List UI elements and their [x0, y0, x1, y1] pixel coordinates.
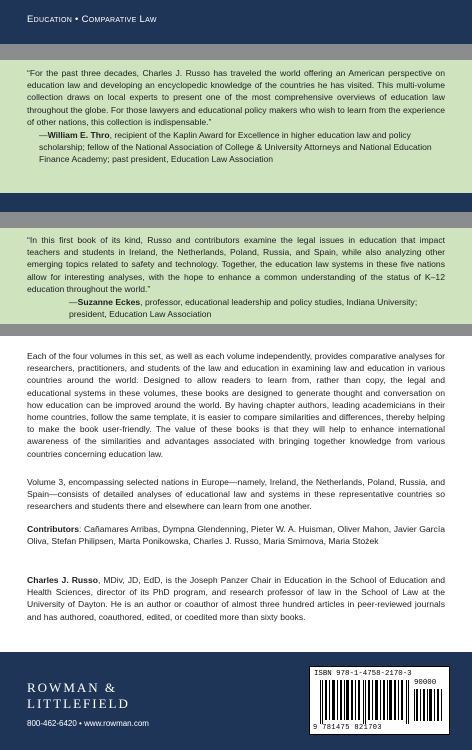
series-label: Education • Comparative Law	[27, 14, 157, 25]
price-code: 90000	[414, 679, 437, 687]
endorsement-quote-1	[27, 67, 445, 166]
gray-band-lower	[0, 324, 472, 336]
publisher-contact: 800-462-6420 • www.rowman.com	[27, 719, 149, 728]
quote-1-attribution	[39, 129, 445, 166]
volume-description	[27, 476, 445, 513]
description-paragraph-1: Each of the four volumes in this set, as well as each volume independently, provides comparative analyses for researchers, practitioners, and students of the law and education in examining law and education in various countries around the world. Designed to allow readers to learn from, rather than copy, the legal and educational systems in these volumes, these books are designed to generate thought and conversation on how education can be improved around the world. By having chapter authors, leading academicians in their home countries, follow the same template, it is easier to compare similarities and differences, thereby helping to make the book user-friendly. The value of these books is that they will help to enhance international awareness of the similarities and advantages associated with bringing together knowledge from various countries concerning education law.	[27, 351, 445, 459]
contributors-label: Contributors	[27, 524, 80, 534]
quote-1-credentials: , recipient of the Kaplin Award for Excellence in higher education law and policy scholarship; fellow of the National Association of College & University Attorneys and National Education Finance Academy; past president, Education Law Association	[39, 130, 432, 165]
gray-band-middle	[0, 212, 472, 228]
book-description	[27, 350, 445, 460]
bio-author-name: Charles J. Russo	[27, 575, 98, 585]
quote-1-author: William E. Thro	[47, 130, 110, 141]
quote-1-dash: —	[39, 130, 48, 141]
quote-2-attribution	[69, 296, 445, 320]
publisher-logo	[27, 680, 130, 712]
addon-barcode-bars	[414, 689, 444, 721]
isbn-barcode	[309, 666, 450, 735]
author-bio	[27, 574, 445, 623]
quote-2-credentials: , professor, educational leadership and policy studies, Indiana University; president, Education Law Association	[69, 297, 418, 320]
contributors-section	[27, 523, 445, 547]
navy-band-top	[0, 193, 472, 212]
publisher-logo-line-1: ROWMAN &	[27, 680, 118, 695]
quote-2-author: Suzanne Eckes	[77, 297, 141, 308]
description-paragraph-2: Volume 3, encompassing selected nations in Europe—namely, Ireland, the Netherlands, Poland, Russia, and Spain—consists of detailed analyses of educational law and systems in these representative countries so researchers and students there and elsewhere can learn from one another.	[27, 477, 445, 512]
gray-band-top	[0, 44, 472, 60]
isbn-number: ISBN 978-1-4758-2170-3	[314, 670, 412, 678]
series-header	[0, 0, 472, 44]
ean-barcode-bars	[320, 680, 410, 724]
contributors-names: : Cañamares Arribas, Dympna Glendenning, Pieter W. A. Huisman, Oliver Mahon, Javier García Oliva, Stefan Philipsen, Marta Ponikowska, Charles J. Russo, Maria Smirnova, Maria Stożek	[27, 524, 445, 547]
quote-2-dash: —	[69, 297, 78, 308]
publisher-logo-line-2: LITTLEFIELD	[27, 696, 130, 711]
bio-text: , MDiv, JD, EdD, is the Joseph Panzer Chair in Education in the School of Education and Health Sciences, director of its PhD program, and research professor of law in the School of Law at the University of Dayton. He is an author or coauthor of almost three hundred articles in peer-reviewed journals and has authored, coauthored, edited, or coedited more than sixty books.	[27, 575, 446, 622]
barcode-digits: 9 781475 821703	[313, 724, 383, 732]
quote-2-text: “In this first book of its kind, Russo and contributors examine the legal issues in education that impact teachers and students in Ireland, the Netherlands, Poland, Russia, and Spain, while also analyzing other emerging topics related to safety and technology. Together, the education law systems in these five nations allow for interesting analyses, with the hope to enhance a common understanding of the status of K–12 education throughout the world.”	[27, 235, 445, 294]
quote-1-text: “For the past three decades, Charles J. Russo has traveled the world offering an American perspective on education law and developing an encyclopedic knowledge of the countries he has visited. This multi-volume collection draws on local experts to present one of the most comprehensive overviews of education law throughout the globe. For those lawyers and educational policy makers who wish to learn from the experience of other nations, this collection is indispensable.”	[27, 68, 445, 127]
endorsement-quote-2	[27, 234, 445, 320]
